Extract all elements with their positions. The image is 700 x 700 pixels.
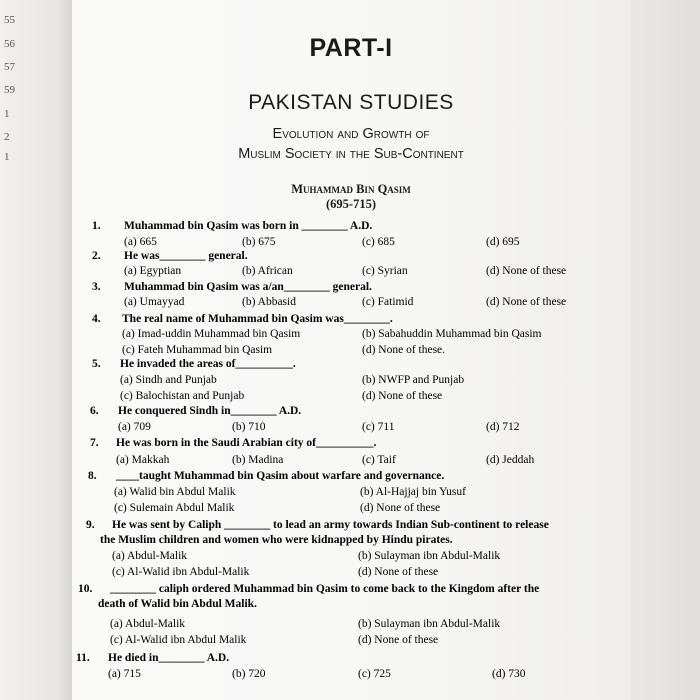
question-number: 8. (88, 470, 97, 482)
answer-option: (c) 685 (362, 236, 395, 248)
question-number: 4. (92, 313, 101, 325)
answer-option: (a) Imad-uddin Muhammad bin Qasim (122, 328, 301, 340)
answer-option: (d) None of these (358, 566, 439, 578)
answer-option: (b) Abbasid (242, 296, 296, 308)
margin-number: 57 (4, 61, 15, 73)
part-heading: PART-I (309, 34, 393, 62)
answer-option: (a) Makkah (116, 454, 170, 466)
answer-option: (b) NWFP and Punjab (362, 374, 465, 386)
answer-option: (a) 665 (124, 236, 157, 248)
question-text: He was born in the Saudi Arabian city of__________. (116, 437, 377, 449)
answer-option: (d) 712 (486, 421, 520, 433)
question-number: 11. (76, 652, 90, 664)
question-number: 9. (86, 519, 95, 531)
margin-number: 2 (4, 131, 10, 143)
answer-option: (c) Syrian (362, 265, 408, 277)
question-number: 1. (92, 220, 101, 232)
question-number: 6. (90, 405, 99, 417)
answer-option: (d) None of these (358, 634, 439, 646)
question-text: He was sent by Caliph ________ to lead an army towards Indian Sub-continent to release (112, 519, 549, 531)
answer-option: (b) African (242, 265, 293, 277)
answer-option: (b) Madina (232, 454, 284, 466)
question-number: 3. (92, 281, 101, 293)
right-page-strip (630, 0, 700, 700)
question-text: He died in________ A.D. (108, 652, 230, 664)
answer-option: (d) None of these (486, 296, 567, 308)
question-text: the Muslim children and women who were kidnapped by Hindu pirates. (100, 534, 453, 546)
margin-number: 1 (4, 151, 10, 163)
answer-option: (b) Sulayman ibn Abdul-Malik (358, 618, 501, 630)
answer-option: (d) 695 (486, 236, 520, 248)
answer-option: (b) Al-Hajjaj bin Yusuf (360, 486, 466, 498)
answer-option: (a) Abdul-Malik (112, 550, 188, 562)
question-number: 10. (78, 583, 93, 595)
section-years: (695-715) (326, 197, 376, 211)
answer-option: (c) Fateh Muhammad bin Qasim (122, 344, 273, 356)
chapter-title-line-1: Evolution and Growth of (272, 126, 430, 142)
margin-number: 59 (4, 84, 15, 96)
question-text: The real name of Muhammad bin Qasim was________. (122, 313, 393, 325)
margin-number: 56 (4, 38, 15, 50)
question-text: Muhammad bin Qasim was a/an________ general. (124, 281, 372, 293)
left-page-strip (0, 0, 72, 700)
question-text: ____taught Muhammad bin Qasim about warfare and governance. (116, 470, 445, 482)
answer-option: (a) 715 (108, 668, 141, 680)
question-text: He conquered Sindh in________ A.D. (118, 405, 302, 417)
question-text: He was________ general. (124, 250, 248, 262)
answer-option: (b) Sulayman ibn Abdul-Malik (358, 550, 501, 562)
answer-option: (c) Sulemain Abdul Malik (114, 502, 235, 514)
chapter-title-line-2: Muslim Society in the Sub-Continent (238, 146, 464, 162)
answer-option: (c) Al-Walid ibn Abdul Malik (110, 634, 247, 646)
answer-option: (b) 720 (232, 668, 266, 680)
answer-option: (c) 711 (362, 421, 395, 433)
answer-option: (a) 709 (118, 421, 151, 433)
answer-option: (d) None of these (362, 390, 443, 402)
book-page (72, 0, 630, 700)
question-number: 2. (92, 250, 101, 262)
answer-option: (c) Taif (362, 454, 396, 466)
answer-option: (c) 725 (358, 668, 391, 680)
subject-heading: PAKISTAN STUDIES (248, 91, 454, 114)
answer-option: (a) Umayyad (124, 296, 185, 308)
answer-option: (a) Sindh and Punjab (120, 374, 217, 386)
margin-number: 1 (4, 108, 10, 120)
answer-option: (a) Walid bin Abdul Malik (114, 486, 236, 498)
question-text: ________ caliph ordered Muhammad bin Qasim to come back to the Kingdom after the (110, 583, 540, 595)
answer-option: (b) Sabahuddin Muhammad bin Qasim (362, 328, 542, 340)
answer-option: (d) None of these. (362, 344, 446, 356)
answer-option: (b) 710 (232, 421, 266, 433)
answer-option: (a) Egyptian (124, 265, 182, 277)
answer-option: (c) Balochistan and Punjab (120, 390, 245, 402)
answer-option: (a) Abdul-Malik (110, 618, 186, 630)
answer-option: (d) None of these (486, 265, 567, 277)
answer-option: (b) 675 (242, 236, 276, 248)
answer-option: (c) Al-Walid ibn Abdul-Malik (112, 566, 250, 578)
question-text: He invaded the areas of__________. (120, 358, 296, 370)
question-text: death of Walid bin Abdul Malik. (98, 598, 257, 610)
margin-number: 55 (4, 14, 15, 26)
question-number: 5. (92, 358, 101, 370)
answer-option: (c) Fatimid (362, 296, 414, 308)
answer-option: (d) Jeddah (486, 454, 535, 466)
section-title: Muhammad Bin Qasim (291, 182, 411, 196)
answer-option: (d) 730 (492, 668, 526, 680)
question-text: Muhammad bin Qasim was born in ________ A.D. (124, 220, 373, 232)
question-number: 7. (90, 437, 99, 449)
answer-option: (d) None of these (360, 502, 441, 514)
